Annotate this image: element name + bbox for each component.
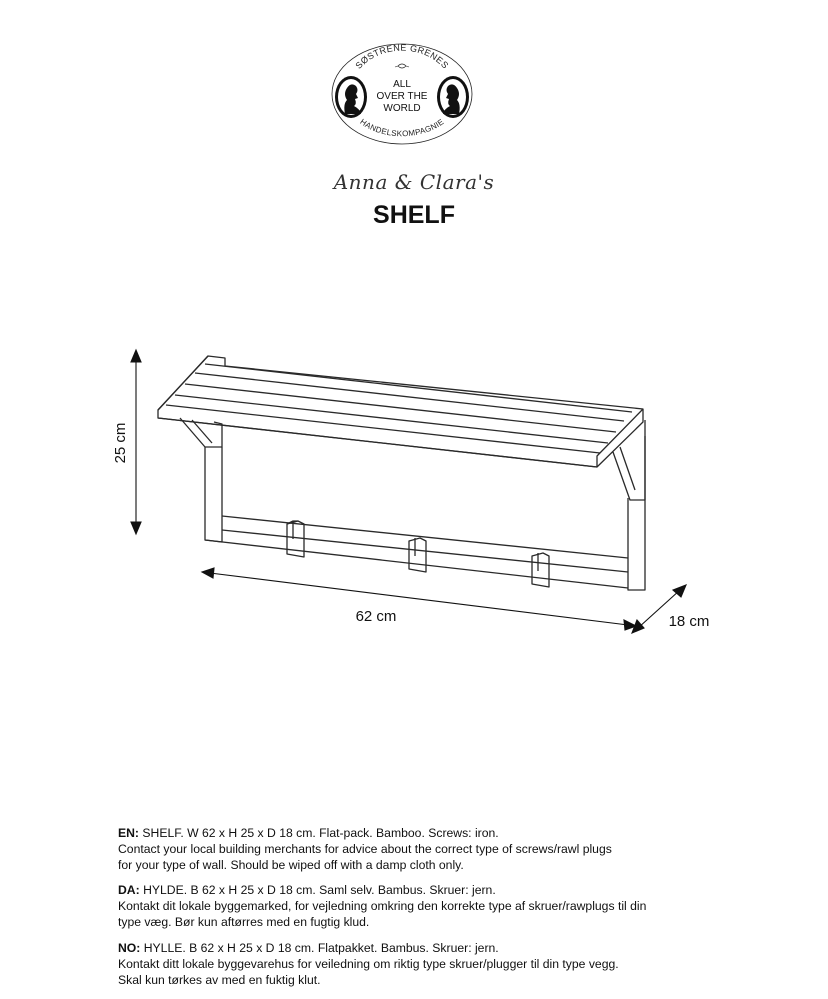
- width-label: 62 cm: [355, 608, 397, 625]
- language-code: NO:: [118, 941, 141, 955]
- description-da: [118, 882, 758, 930]
- description-line: type væg. Bør kun aftørres med en fugtig klud.: [118, 915, 370, 929]
- description-summary: HYLDE. B 62 x H 25 x D 18 cm. Saml selv. Bambus. Skruer: jern.: [143, 883, 496, 897]
- description-en: [118, 825, 758, 873]
- description-line: Skal kun tørkes av med en fuktig klut.: [118, 973, 321, 987]
- description-no: [118, 940, 758, 988]
- description-line: for your type of wall. Should be wiped off with a damp cloth only.: [118, 858, 464, 872]
- description-summary: SHELF. W 62 x H 25 x D 18 cm. Flat-pack. Bamboo. Screws: iron.: [142, 826, 499, 840]
- description-line: Contact your local building merchants for advice about the correct type of screws/rawl plugs: [118, 842, 612, 856]
- right-leg: [628, 420, 645, 590]
- shelf-drawing: [0, 330, 828, 650]
- description-line: Kontakt ditt lokale byggevarehus for veiledning om riktig type skruer/plugger til din type vegg.: [118, 957, 619, 971]
- depth-label: 18 cm: [668, 613, 710, 630]
- language-code: EN:: [118, 826, 139, 840]
- hook-right: [532, 553, 549, 587]
- right-bracket: [613, 436, 645, 500]
- description-line: Kontakt dit lokale byggemarked, for vejledning omkring den korrekte type af skruer/rawplugs til din: [118, 899, 647, 913]
- brand-logo: [329, 42, 475, 146]
- right-cameo-icon: [437, 76, 469, 118]
- logo-line-3: WORLD: [383, 103, 421, 114]
- hook-middle: [409, 538, 426, 572]
- bottom-rail: [222, 516, 628, 558]
- brand-script: Anna & Clara's: [333, 170, 495, 194]
- logo-line-1: ALL: [393, 79, 411, 90]
- hook-left: [287, 521, 304, 557]
- left-cameo-icon: [335, 76, 367, 118]
- description-first-line: [118, 882, 758, 898]
- left-leg: [205, 447, 222, 542]
- logo-top-text: SØSTRENE GRENES: [353, 42, 451, 71]
- page-title: SHELF: [373, 201, 455, 229]
- crest-icon: [395, 64, 409, 68]
- language-code: DA:: [118, 883, 140, 897]
- description-first-line: [118, 940, 758, 956]
- svg-text:HANDELSKOMPAGNIE: [358, 117, 445, 138]
- svg-text:SØSTRENE GRENES: [353, 43, 450, 71]
- height-label: 25 cm: [112, 422, 129, 464]
- description-summary: HYLLE. B 62 x H 25 x D 18 cm. Flatpakket. Bambus. Skruer: jern.: [143, 941, 499, 955]
- logo-bottom-text: HANDELSKOMPAGNIE: [358, 117, 446, 139]
- description-first-line: [118, 825, 758, 841]
- logo-line-2: OVER THE: [376, 91, 428, 102]
